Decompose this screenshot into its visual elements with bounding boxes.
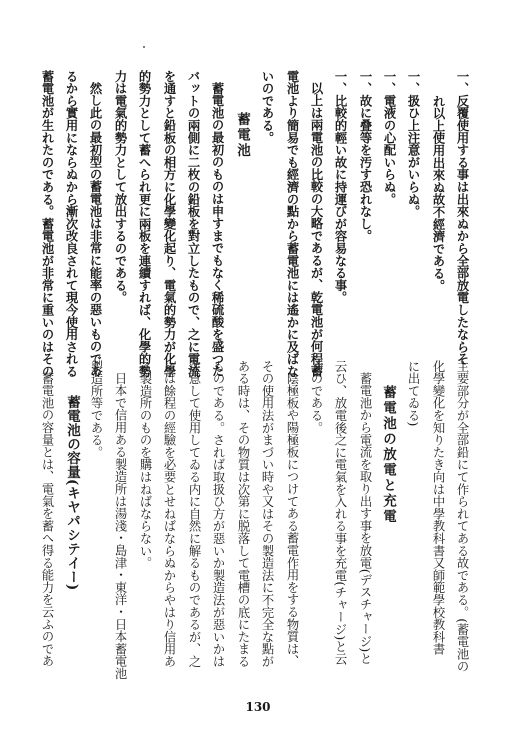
text-column: 以上は兩電池の比較の大略であるが、乾電池が何程蓄 xyxy=(309,82,324,378)
text-column: 然し此の最初型の蓄電池は非常に能率の惡いものであ xyxy=(88,82,103,378)
text-column: バットの兩側に二枚の鉛板を對立したもので、之に電流 xyxy=(186,70,201,378)
section-heading: 蓄電池の容量(キヤパシテイー) xyxy=(64,395,80,591)
text-column: ある時は、その物質は次第に脱落して電槽の底にたまる xyxy=(236,360,250,668)
text-column: 蓄電池の最初のものは申すまでもなく稀硫酸を盛つた xyxy=(210,82,225,378)
text-column: 陰極板や陽極板につけてある蓄電作用をする物質は、 xyxy=(285,372,299,668)
text-column: ふのである。 xyxy=(309,360,323,434)
text-column: 製造所等である。 xyxy=(89,360,103,459)
text-column: いのである。 xyxy=(260,70,275,144)
text-column: 一、故に叠等を汚す恐れなし。 xyxy=(358,70,373,243)
text-column: 云ひ、放電後之に電氣を入れる事を充電(チャージ)と云 xyxy=(333,360,347,665)
text-column: れ以上使用出來ぬ故不經濟である。 xyxy=(431,95,446,292)
text-column: 蓄電池から電流を取り出す事を放電(デスチャージ)と xyxy=(358,372,372,665)
text-column: るから實用にならぬから漸次改良されて現今使用される xyxy=(64,70,79,378)
text-column: 電池より簡易でも經濟の點から蓄電池には遙かに及ばな xyxy=(285,70,300,378)
text-column: る製造所のものを購はねばならない。 xyxy=(138,360,152,570)
text-column: 主要部分が全部鉛にて作られてある故である。(蓄電池の xyxy=(455,360,469,673)
text-column: に出てゐる) xyxy=(406,360,420,427)
text-column: ものである。されば取扱ひ方が惡いか製造法が惡いかは xyxy=(211,360,225,668)
speck xyxy=(143,46,145,48)
text-column: 一、電液の心配いらぬ。 xyxy=(382,70,397,206)
text-column: 一、扱ひ上注意がいらぬ。 xyxy=(406,70,421,218)
text-column: 力は電氣的勢力として放出するのである。 xyxy=(113,70,128,304)
text-column: 蓄電池の容量とは、電氣を蓄へ得る能力を云ふのであ xyxy=(40,372,54,668)
section-heading: 蓄電池 xyxy=(234,112,250,159)
text-column: 的勢力として蓄へられ更に兩板を連續すれば、化學的勢 xyxy=(137,70,152,378)
text-column: 日本で信用ある製造所は湯淺・島津・東洋・日本蓄電池 xyxy=(113,372,127,680)
text-column: その使用法がまづい時や又はその製造法に不完全な點が xyxy=(260,360,274,668)
text-column: を通すと鉛板の相方に化學變化起り、電氣的勢力が化學 xyxy=(162,70,177,378)
text-column: には餘程の經驗を必要とせねばならぬからやはり信用あ xyxy=(162,360,176,668)
text-column: 一、反覆使用する事は出來ぬから全部放電したならそ xyxy=(455,70,470,366)
section-heading: 蓄電池の放電と充電 xyxy=(380,385,396,525)
text-column: 蓄電池が生れたのである。蓄電池が非常に重いのはその xyxy=(40,70,55,378)
text-column: 一、比較的輕い故に持運びが容易なる事。 xyxy=(333,70,348,304)
page-number: 130 xyxy=(245,700,271,714)
text-column: 化學變化を知りたき向は中學教科書又師範學校教科書 xyxy=(431,360,445,656)
text-column: 注意して使用してゐる内に自然に解るものであるが、之 xyxy=(187,360,201,668)
